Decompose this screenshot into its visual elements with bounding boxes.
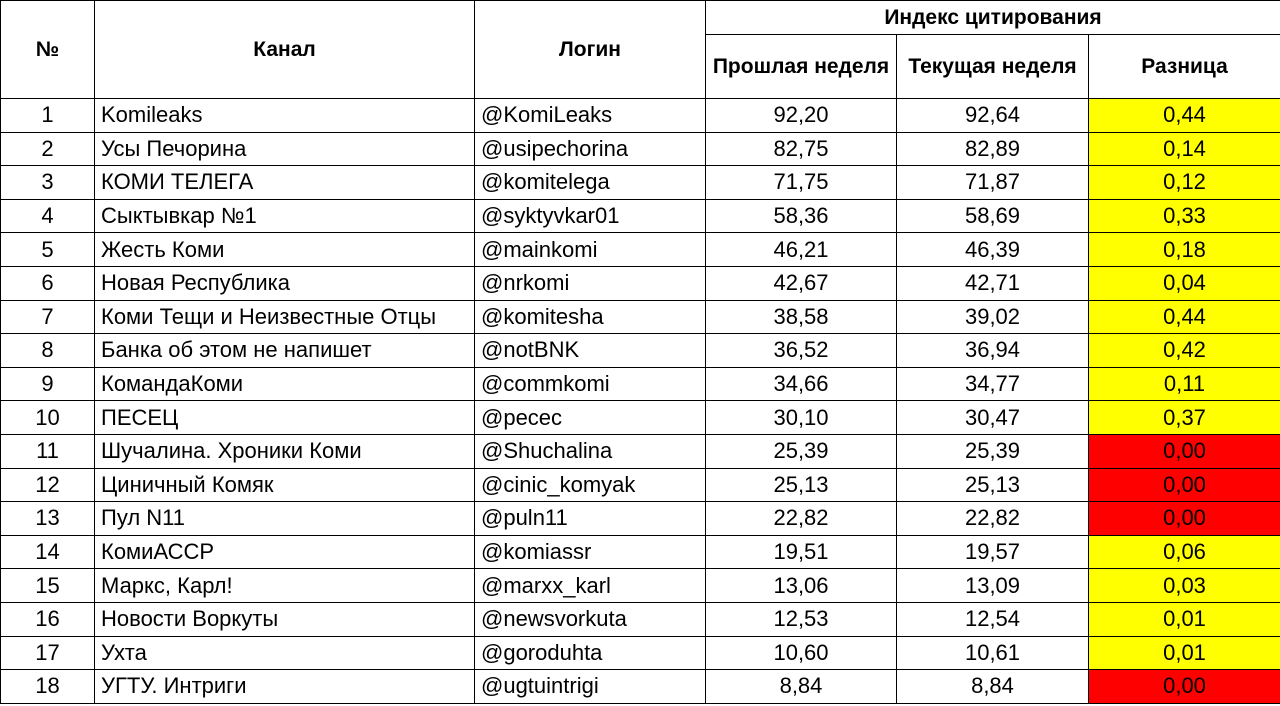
row-number: 12 bbox=[1, 468, 95, 502]
row-channel: Ухта bbox=[95, 636, 475, 670]
row-login: @commkomi bbox=[475, 367, 706, 401]
table-row bbox=[1, 334, 1280, 368]
row-difference: 0,11 bbox=[1089, 367, 1280, 401]
row-channel: Сыктывкар №1 bbox=[95, 199, 475, 233]
row-channel: КомиАССР bbox=[95, 535, 475, 569]
row-number: 6 bbox=[1, 266, 95, 300]
row-channel: УГТУ. Интриги bbox=[95, 670, 475, 704]
row-login: @KomiLeaks bbox=[475, 99, 706, 133]
row-number: 14 bbox=[1, 535, 95, 569]
row-number: 15 bbox=[1, 569, 95, 603]
row-current-week: 30,47 bbox=[897, 401, 1089, 435]
row-current-week: 10,61 bbox=[897, 636, 1089, 670]
row-login: @pecec bbox=[475, 401, 706, 435]
row-current-week: 12,54 bbox=[897, 602, 1089, 636]
row-channel: Маркс, Карл! bbox=[95, 569, 475, 603]
header-current-week: Текущая неделя bbox=[897, 35, 1089, 99]
row-current-week: 82,89 bbox=[897, 132, 1089, 166]
row-previous-week: 12,53 bbox=[706, 602, 897, 636]
row-number: 8 bbox=[1, 334, 95, 368]
header-number: № bbox=[1, 1, 95, 99]
row-previous-week: 25,39 bbox=[706, 434, 897, 468]
row-current-week: 25,13 bbox=[897, 468, 1089, 502]
table-row bbox=[1, 266, 1280, 300]
row-login: @goroduhta bbox=[475, 636, 706, 670]
row-channel: КомандаКоми bbox=[95, 367, 475, 401]
row-channel: Шучалина. Хроники Коми bbox=[95, 434, 475, 468]
row-channel: ПЕСЕЦ bbox=[95, 401, 475, 435]
row-previous-week: 38,58 bbox=[706, 300, 897, 334]
row-previous-week: 82,75 bbox=[706, 132, 897, 166]
row-channel: Новая Республика bbox=[95, 266, 475, 300]
row-current-week: 13,09 bbox=[897, 569, 1089, 603]
row-current-week: 46,39 bbox=[897, 233, 1089, 267]
row-login: @newsvorkuta bbox=[475, 602, 706, 636]
row-login: @usipechorina bbox=[475, 132, 706, 166]
row-difference: 0,00 bbox=[1089, 670, 1280, 704]
row-current-week: 22,82 bbox=[897, 502, 1089, 536]
table-row bbox=[1, 300, 1280, 334]
row-previous-week: 34,66 bbox=[706, 367, 897, 401]
row-difference: 0,18 bbox=[1089, 233, 1280, 267]
row-difference: 0,14 bbox=[1089, 132, 1280, 166]
row-login: @notBNK bbox=[475, 334, 706, 368]
table-row bbox=[1, 468, 1280, 502]
row-login: @marxx_karl bbox=[475, 569, 706, 603]
header-difference: Разница bbox=[1089, 35, 1280, 99]
row-channel: Жесть Коми bbox=[95, 233, 475, 267]
row-previous-week: 25,13 bbox=[706, 468, 897, 502]
table-row bbox=[1, 502, 1280, 536]
row-number: 10 bbox=[1, 401, 95, 435]
row-login: @komitesha bbox=[475, 300, 706, 334]
row-difference: 0,00 bbox=[1089, 468, 1280, 502]
row-previous-week: 13,06 bbox=[706, 569, 897, 603]
table-body bbox=[1, 99, 1280, 704]
row-login: @cinic_komyak bbox=[475, 468, 706, 502]
row-login: @puln11 bbox=[475, 502, 706, 536]
row-previous-week: 71,75 bbox=[706, 166, 897, 200]
row-login: @mainkomi bbox=[475, 233, 706, 267]
row-current-week: 36,94 bbox=[897, 334, 1089, 368]
row-difference: 0,42 bbox=[1089, 334, 1280, 368]
row-previous-week: 10,60 bbox=[706, 636, 897, 670]
row-number: 13 bbox=[1, 502, 95, 536]
table-row bbox=[1, 434, 1280, 468]
table-row bbox=[1, 401, 1280, 435]
row-current-week: 42,71 bbox=[897, 266, 1089, 300]
row-login: @nrkomi bbox=[475, 266, 706, 300]
row-difference: 0,06 bbox=[1089, 535, 1280, 569]
row-number: 4 bbox=[1, 199, 95, 233]
row-login: @ugtuintrigi bbox=[475, 670, 706, 704]
row-previous-week: 8,84 bbox=[706, 670, 897, 704]
row-number: 16 bbox=[1, 602, 95, 636]
header-citation-index: Индекс цитирования bbox=[706, 1, 1280, 35]
table-row bbox=[1, 367, 1280, 401]
row-difference: 0,44 bbox=[1089, 300, 1280, 334]
row-number: 18 bbox=[1, 670, 95, 704]
row-previous-week: 36,52 bbox=[706, 334, 897, 368]
row-difference: 0,01 bbox=[1089, 636, 1280, 670]
row-difference: 0,44 bbox=[1089, 99, 1280, 133]
row-difference: 0,37 bbox=[1089, 401, 1280, 435]
table-row bbox=[1, 99, 1280, 133]
row-login: @syktyvkar01 bbox=[475, 199, 706, 233]
row-difference: 0,12 bbox=[1089, 166, 1280, 200]
row-previous-week: 19,51 bbox=[706, 535, 897, 569]
row-login: @komitelega bbox=[475, 166, 706, 200]
row-number: 17 bbox=[1, 636, 95, 670]
row-channel: Komileaks bbox=[95, 99, 475, 133]
header-previous-week: Прошлая неделя bbox=[706, 35, 897, 99]
row-current-week: 58,69 bbox=[897, 199, 1089, 233]
row-previous-week: 92,20 bbox=[706, 99, 897, 133]
row-channel: Банка об этом не напишет bbox=[95, 334, 475, 368]
table-row bbox=[1, 535, 1280, 569]
row-previous-week: 22,82 bbox=[706, 502, 897, 536]
row-current-week: 19,57 bbox=[897, 535, 1089, 569]
row-difference: 0,00 bbox=[1089, 502, 1280, 536]
row-previous-week: 42,67 bbox=[706, 266, 897, 300]
table-row bbox=[1, 670, 1280, 704]
table-row bbox=[1, 233, 1280, 267]
table-row bbox=[1, 166, 1280, 200]
row-number: 2 bbox=[1, 132, 95, 166]
row-difference: 0,04 bbox=[1089, 266, 1280, 300]
header-login: Логин bbox=[475, 1, 706, 99]
row-number: 7 bbox=[1, 300, 95, 334]
row-current-week: 25,39 bbox=[897, 434, 1089, 468]
row-current-week: 39,02 bbox=[897, 300, 1089, 334]
row-previous-week: 46,21 bbox=[706, 233, 897, 267]
row-login: @Shuchalina bbox=[475, 434, 706, 468]
table-row bbox=[1, 602, 1280, 636]
table-row bbox=[1, 199, 1280, 233]
table-row bbox=[1, 636, 1280, 670]
row-channel: Циничный Комяк bbox=[95, 468, 475, 502]
row-channel: Пул N11 bbox=[95, 502, 475, 536]
row-difference: 0,33 bbox=[1089, 199, 1280, 233]
row-current-week: 34,77 bbox=[897, 367, 1089, 401]
row-previous-week: 58,36 bbox=[706, 199, 897, 233]
row-difference: 0,01 bbox=[1089, 602, 1280, 636]
row-difference: 0,00 bbox=[1089, 434, 1280, 468]
row-number: 11 bbox=[1, 434, 95, 468]
row-current-week: 8,84 bbox=[897, 670, 1089, 704]
table-row bbox=[1, 569, 1280, 603]
row-number: 1 bbox=[1, 99, 95, 133]
row-number: 5 bbox=[1, 233, 95, 267]
row-number: 3 bbox=[1, 166, 95, 200]
row-channel: Коми Тещи и Неизвестные Отцы bbox=[95, 300, 475, 334]
row-difference: 0,03 bbox=[1089, 569, 1280, 603]
row-current-week: 71,87 bbox=[897, 166, 1089, 200]
row-channel: Новости Воркуты bbox=[95, 602, 475, 636]
row-channel: Усы Печорина bbox=[95, 132, 475, 166]
header-channel: Канал bbox=[95, 1, 475, 99]
table-row bbox=[1, 132, 1280, 166]
row-channel: КОМИ ТЕЛЕГА bbox=[95, 166, 475, 200]
row-current-week: 92,64 bbox=[897, 99, 1089, 133]
row-previous-week: 30,10 bbox=[706, 401, 897, 435]
row-login: @komiassr bbox=[475, 535, 706, 569]
row-number: 9 bbox=[1, 367, 95, 401]
